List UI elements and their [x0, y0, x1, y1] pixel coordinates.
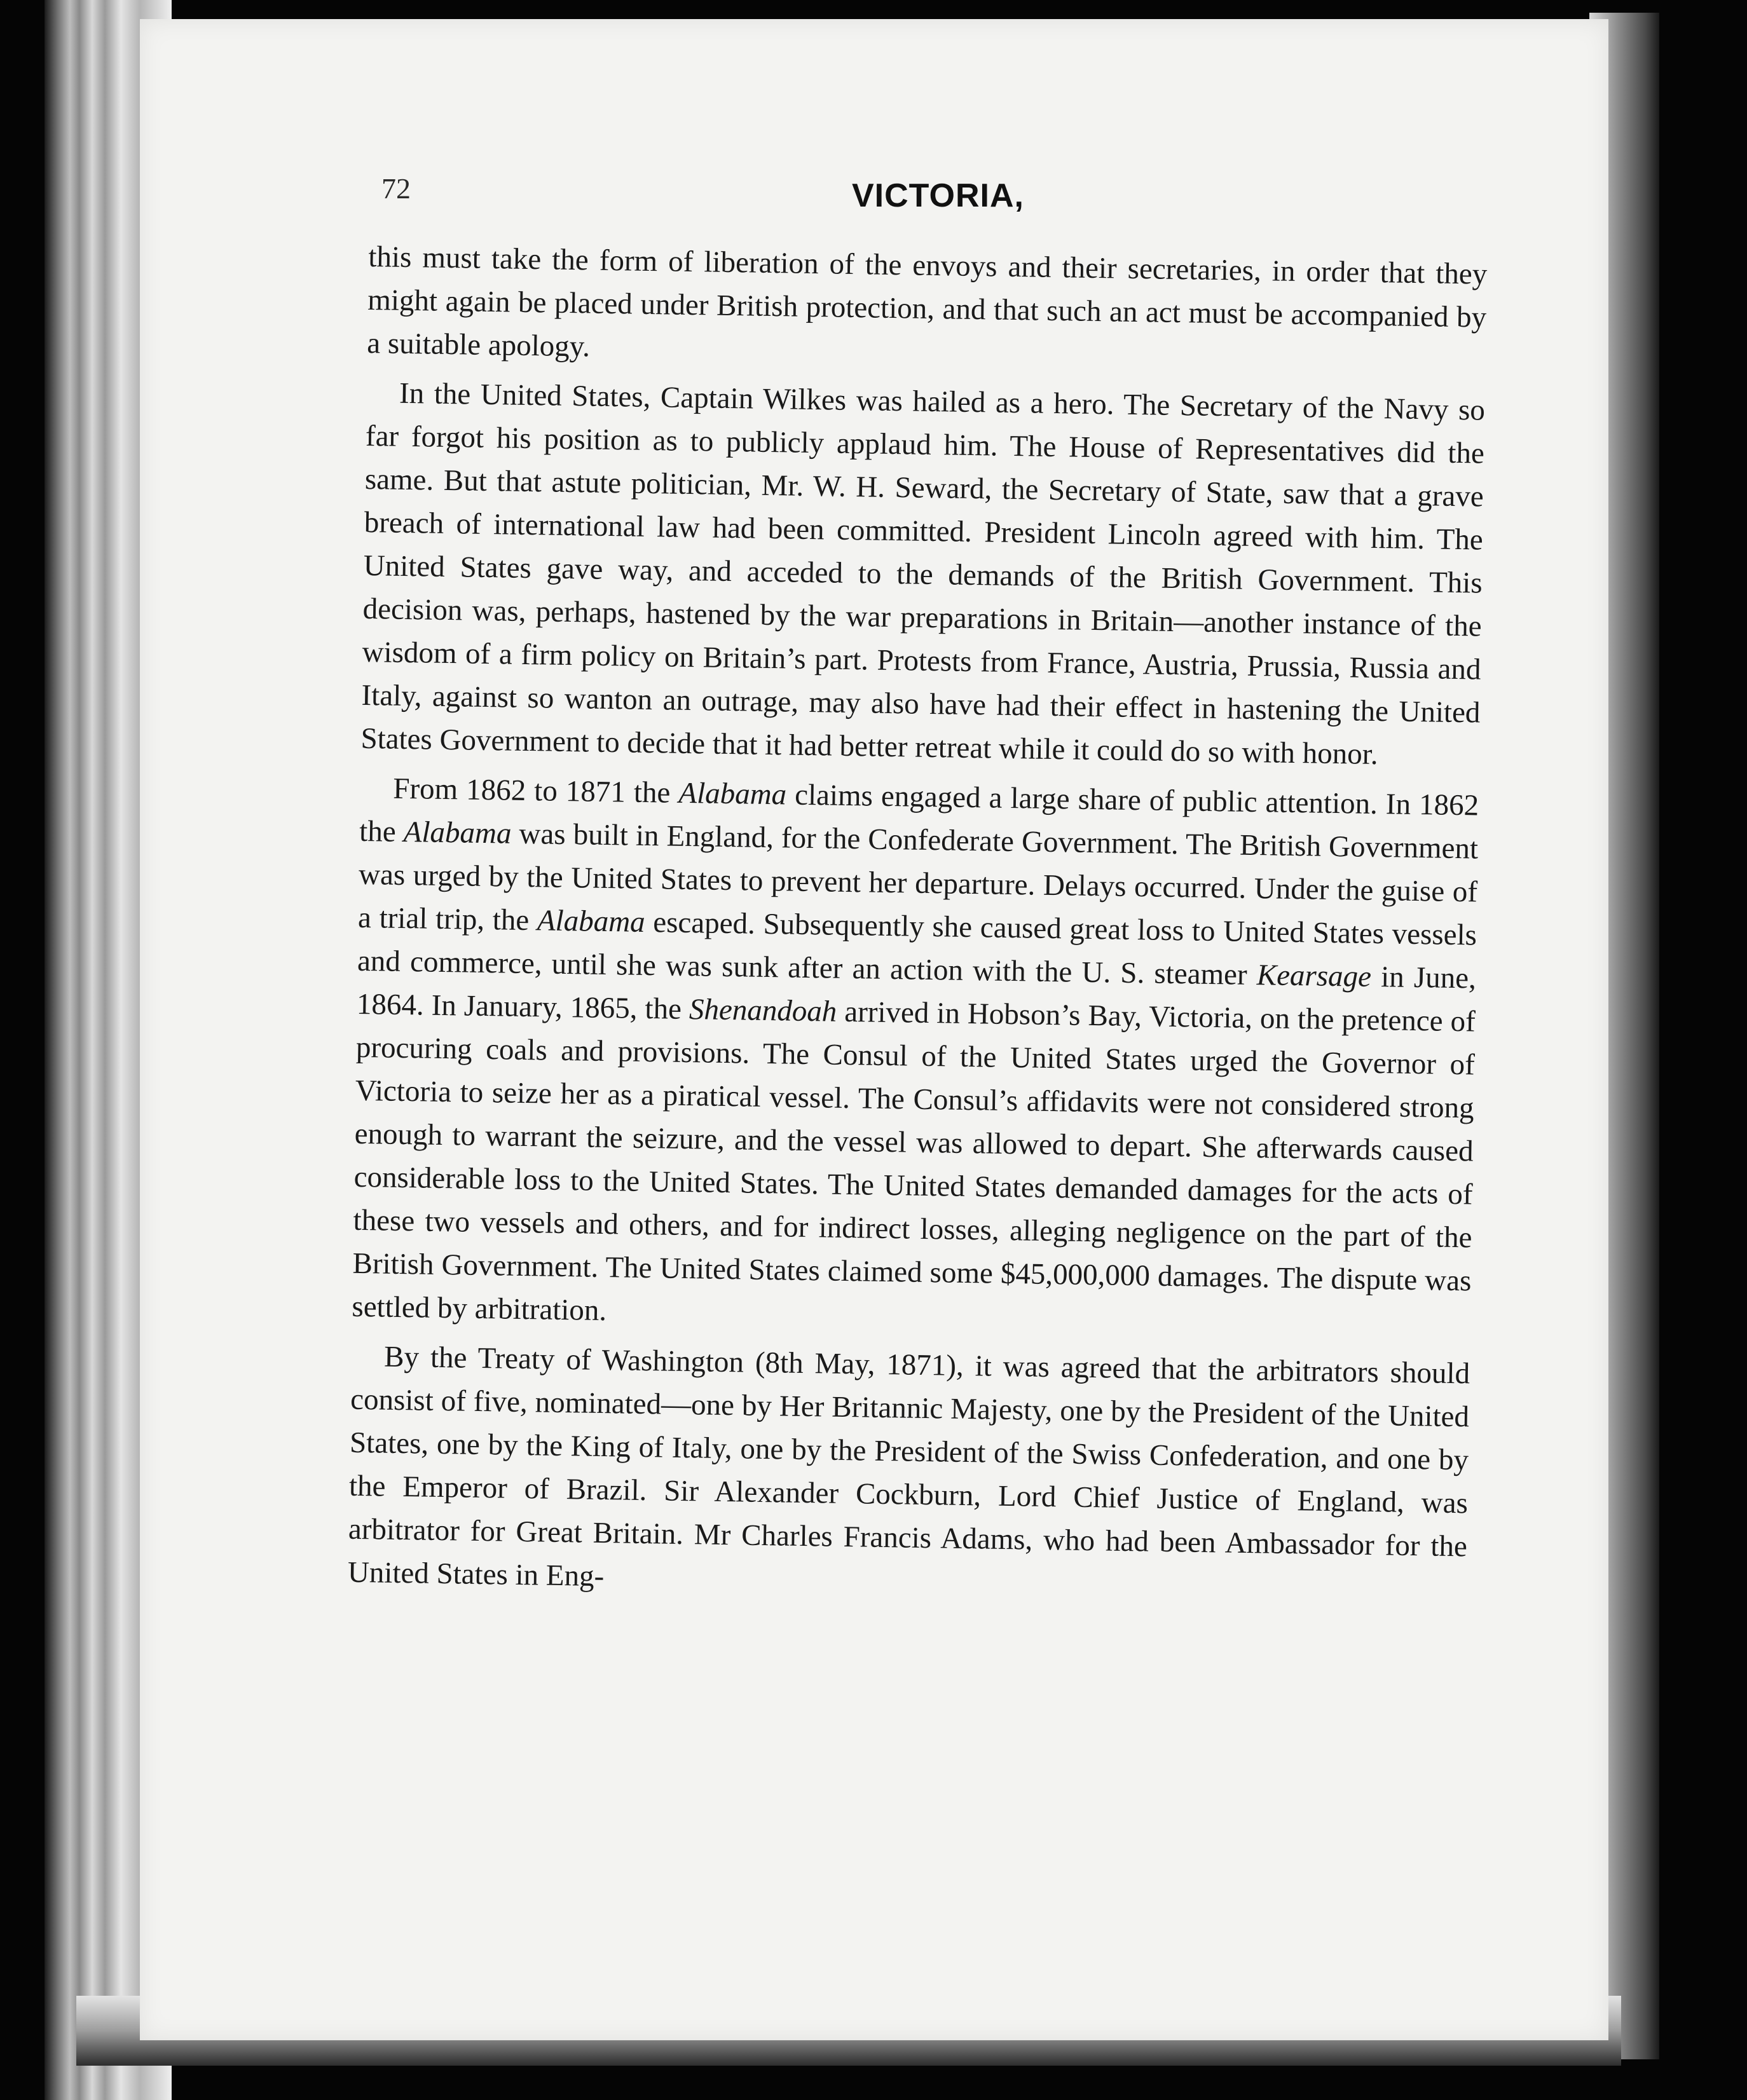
page-number: 72	[381, 172, 411, 205]
italic-text: Alabama	[403, 815, 512, 850]
italic-text: Shenandoah	[689, 993, 837, 1028]
text-run: From 1862 to 1871 the	[392, 772, 679, 810]
running-title: VICTORIA,	[852, 177, 1024, 214]
paragraph	[352, 767, 1479, 1346]
text-run: arrived in Hobson’s Bay, Victoria, on the pretence of procuring coals and provisions. The Consul of the United States urged the Governor of Victoria to seize her as a piratical vessel. The Consul’s affidavits were not considered strong enough to warrant the seizure, and the vessel was allowed to depart. She afterwards caused considerable loss to the United States. The United States demanded damages for the acts of these two vessels and others, and for indirect losses, alleging negligence on the part of the British Government. The United States claimed some $45,000,000 damages. The dispute was settled by arbitration.	[352, 995, 1476, 1328]
italic-text: Alabama	[537, 904, 646, 939]
text-run: in June, 1864. In January, 1865, the	[356, 960, 1477, 1026]
body-text	[347, 235, 1488, 1618]
paragraph	[360, 371, 1485, 778]
page-header	[381, 172, 1488, 222]
text-run: In the United States, Captain Wilkes was hailed as a hero. The Secretary of the Navy so far forgot his position as to publicly applaud him. The House of Representatives did the same. But that astute politician, Mr. W. H. Seward, the Secretary of State, saw that a grave breach of international law had been committed. President Lincoln agreed with him. The United States gave way, and acceded to the demands of the British Government. This decision was, perhaps, hastened by the war preparations in Britain—another instance of the wisdom of a firm policy on Britain’s part. Protests from France, Austria, Prussia, Russia and Italy, against so wanton an outrage, may also have had their effect in hastening the United States Government to decide that it had better retreat while it could do so with honor.	[360, 376, 1486, 772]
paragraph	[367, 235, 1488, 383]
text-run: claims engaged a large share of public attention. In 1862 the	[359, 778, 1479, 849]
text-run: escaped. Subsequently she caused great loss to United States vessels and commerce, until she was sunk after an action with the U. S. steamer	[357, 905, 1477, 992]
italic-text: Kearsage	[1256, 958, 1372, 993]
text-run: was built in England, for the Confederate Government. The British Government was urged by the United States to prevent her departure. Delays occurred. Under the guise of a trial trip, the	[357, 817, 1479, 938]
text-run: this must take the form of liberation of the envoys and their secretaries, in order that they might again be placed under British protection, and that such an act must be accompanied by a suitable apology.	[366, 240, 1488, 364]
paragraph	[347, 1335, 1470, 1612]
text-run: By the Treaty of Washington (8th May, 1871), it was agreed that the arbitrators should consist of five, nominated—one by Her Britannic Majesty, one by the President of the United States, one by the King of Italy, one by the President of the Swiss Confederation, and one by the Emperor of Brazil. Sir Alexander Cockburn, Lord Chief Justice of England, was arbitrator for Great Britain. Mr Charles Francis Adams, who had been Ambassador for the United States in Eng-	[347, 1340, 1470, 1593]
italic-text: Alabama	[678, 776, 787, 812]
